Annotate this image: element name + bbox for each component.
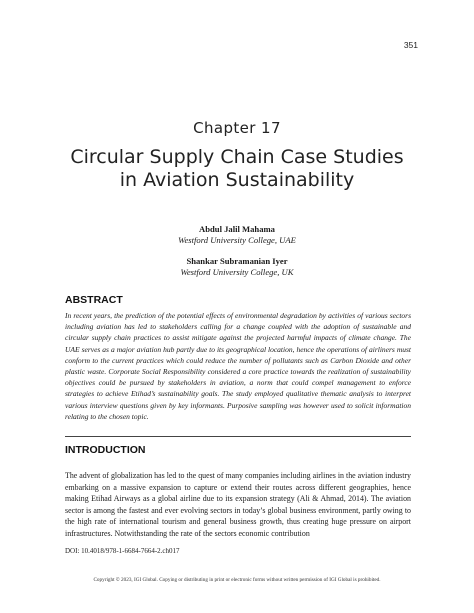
- copyright-notice: Copyright © 2023, IGI Global. Copying or distributing in print or electronic forms without written permission of IGI Global is prohibited.: [93, 577, 381, 583]
- author-block: [0, 224, 474, 246]
- page-number: 351: [403, 40, 418, 50]
- abstract-heading: ABSTRACT: [65, 294, 123, 306]
- introduction-heading: INTRODUCTION: [65, 444, 146, 456]
- abstract-text: In recent years, the prediction of the potential effects of environmental degradation by activities of various sectors including aviation has led to stakeholders calling for a change coupled with the adoption of sustainable and circular supply chain practices to assist mitigate against the projected harmful impacts of climate change. The UAE serves as a major aviation hub partly due to its geographical location, hence the operations of airliners must conform to the current practices which could reduce the number of pollutants such as Carbon Dioxide and other plastic waste. Corporate Social Responsibility considered a core practice towards the realization of sustainability objectives could be pursued by stakeholders in aviation, a norm that could compel management to enforce strategies to achieve Etihad’s sustainability goals. The study employed qualitative thematic analysis to interpret various interview questions given by key informants. Purposive sampling was however used to solicit information relating to the chosen topic.: [65, 311, 411, 421]
- author-affiliation: Westford University College, UAE: [178, 235, 296, 245]
- author-block: [0, 256, 474, 278]
- author-name: Abdul Jalil Mahama: [199, 224, 275, 234]
- author-name: Shankar Subramanian Iyer: [186, 256, 288, 266]
- chapter-title: Circular Supply Chain Case Studies in Aviation Sustainability: [70, 146, 404, 191]
- introduction-text: The advent of globalization has led to the quest of many companies including airlines in the aviation industry embarking on a massive expansion to capture or extend their routes across different geographies, hence making Etihad Airways as a global airline due to its expansion strategy (Ali & Ahmad, 2014). The aviation sector is among the fastest and ever evolving sectors in today’s global business environment, partly owing to the high rate of international tourism and general business growth, thus creating huge pressure on airport infrastructures. Notwithstanding the rate of the sectors economic contribution: [65, 471, 411, 538]
- chapter-label: Chapter 17: [193, 119, 281, 137]
- divider: [65, 436, 411, 437]
- author-affiliation: Westford University College, UK: [180, 267, 294, 277]
- doi-line: DOI: 10.4018/978-1-6684-7664-2.ch017: [65, 547, 180, 555]
